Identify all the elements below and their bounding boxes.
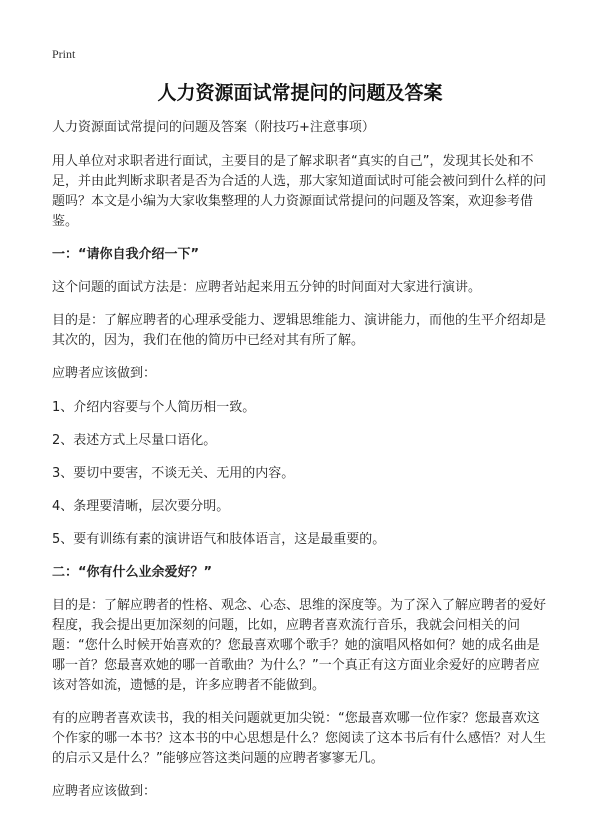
- list-item: 2、表述方式上尽量口语化。: [52, 433, 217, 448]
- section-2-should-label: 应聘者应该做到：: [52, 784, 157, 799]
- section-2-heading: 二：“你有什么业余爱好？”: [52, 565, 213, 580]
- document-title: 人力资源面试常提问的问题及答案: [157, 82, 443, 104]
- list-item: 3、要切中要害，不谈无关、无用的内容。: [52, 466, 295, 481]
- print-link[interactable]: Print: [52, 47, 76, 61]
- section-2-reading: 有的应聘者喜欢读书，我的相关问题就更加尖锐：“您最喜欢哪一位作家？您最喜欢这个作家的哪一本书？这本书的中心思想是什么？您阅读了这本书后有什么感悟？对人生的启示又是什么？”能够应答这类问题的应聘者寥寥无几。: [52, 711, 547, 766]
- section-1-method: 这个问题的面试方法是：应聘者站起来用五分钟的时间面对大家进行演讲。: [52, 280, 482, 295]
- article-body: [52, 118, 550, 802]
- list-item: 5、要有训练有素的演讲语气和肢体语言，这是最重要的。: [52, 532, 386, 547]
- list-item: 1、介绍内容要与个人简历相一致。: [52, 400, 256, 415]
- section-1-purpose: 目的是：了解应聘者的心理承受能力、逻辑思维能力、演讲能力，而他的生平介绍却是其次的，因为，我们在他的简历中已经对其有所了解。: [52, 313, 547, 348]
- section-2-purpose: 目的是：了解应聘者的性格、观念、心态、思维的深度等。为了深入了解应聘者的爱好程度，我会提出更加深刻的问题，比如，应聘者喜欢流行音乐，我就会问相关的问题：“您什么时候开始喜欢的？您最喜欢哪个歌手？她的演唱风格如何？她的成名曲是哪一首？您最喜欢她的哪一首歌曲？为什么？”一个真正有这方面业余爱好的应聘者应该对答如流，遗憾的是，许多应聘者不能做到。: [52, 598, 547, 693]
- intro-paragraph: 用人单位对求职者进行面试，主要目的是了解求职者“真实的自己”，发现其长处和不足，并由此判断求职者是否为合适的人选，那大家知道面试时可能会被问到什么样的问题吗？本文是小编为大家收集整理的人力资源面试常提问的问题及答案，欢迎参考借鉴。: [52, 154, 547, 229]
- article-subtitle: 人力资源面试常提问的问题及答案（附技巧+注意事项）: [52, 120, 375, 135]
- list-item: 4、条理要清晰，层次要分明。: [52, 499, 230, 514]
- section-1-heading: 一：“请你自我介绍一下”: [52, 247, 200, 262]
- section-1-should-label: 应聘者应该做到：: [52, 366, 157, 381]
